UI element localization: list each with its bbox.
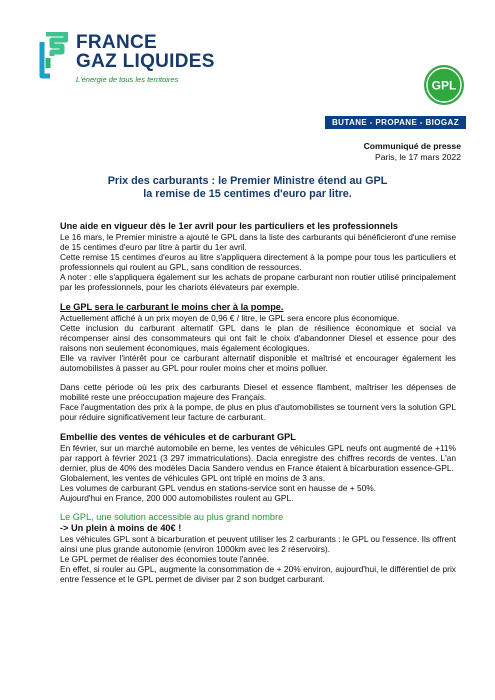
section-4-paragraph: Aujourd'hui en France, 200 000 automobilistes roulent au GPL. [60,492,294,503]
section-1-paragraph: Le 16 mars, le Premier ministre a ajouté le GPL dans la liste des carburants qui bénéficieront d'une remise de 15 centimes d'euro par litre à partir du 1er avril. [60,232,456,253]
butane-propane-biogaz-banner: BUTANE - PROPANE - BIOGAZ [325,116,466,129]
section-3-paragraph: Dans cette période où les prix des carburants Diesel et essence flambent, maîtriser les dépenses de mobilité reste une préoccupation majeure des Français. [60,382,456,403]
title-line-2: la remise de 15 centimes d'euro par litre. [143,188,352,200]
section-5-heading: Le GPL, une solution accessible au plus grand nombre [60,512,284,523]
france-gaz-liquides-logo-icon [38,32,68,80]
section-2-paragraph: Cette inclusion du carburant alternatif GPL dans le plan de résilience économique et social va récompenser ainsi des consommateurs qui ont fait le choix d'abandonner Diesel et essence pour des raisons non seulement économiques, mais également écologiques. [60,322,456,353]
press-date: Paris, le 17 mars 2022 [375,152,461,162]
logo-tagline: L'énergie de tous les territoires [76,75,179,84]
section-4-paragraph: En février, sur un marché automobile en berne, les ventes de véhicules GPL neufs ont augmenté de +11% par rapport à février 2021 (3 297 immatriculations). Dacia enregistre des chiffres records de ventes. L'an dernier, plus de 40% des modèles Dacia Sandero vendus en France étaient à bicarburation essence-GPL. [60,442,456,473]
logo-line-1: FRANCE [76,32,157,53]
logo-line-2: GAZ LIQUIDES [76,51,215,72]
section-3-paragraph: Face l'augmentation des prix à la pompe, de plus en plus d'automobilistes se tournent vers la solution GPL pour réduire significativement leur facture de carburant. [60,402,456,423]
section-2-paragraph: Elle va raviver l'intérêt pour ce carburant alternatif disponible et maîtrisé et encourager également les automobilistes à passer au GPL pour rouler moins cher et moins polluer. [60,352,456,374]
section-1-heading: Une aide en vigueur dès le 1er avril pour les particuliers et les professionnels [60,221,399,231]
section-2-heading: Le GPL sera le carburant le moins cher à la pompe. [60,301,284,312]
section-1-paragraph: Cette remise 15 centimes d'euros au litre s'appliquera directement à la pompe pour tous les particuliers et professionnels qui roulent au GPL, sans condition de ressources. [60,252,456,273]
gpl-badge-label: GPL [431,78,457,93]
section-2-paragraph: Actuellement affiché à un prix moyen de 0,96 € / litre, le GPL sera encore plus économique. [60,312,400,323]
section-5-paragraph: En effet, si rouler au GPL, augmente la consommation de + 20% environ, aujourd'hui, le différentiel de prix entre l'essence et le GPL permet de diviser par 2 son budget carburant. [60,564,456,585]
press-title: Communiqué de presse [363,141,461,151]
section-4-paragraph: Les volumes de carburant GPL vendus en stations-service sont en hausse de + 50%. [60,482,377,493]
title-line-1: Prix des carburants : le Premier Ministre étend au GPL [107,175,388,187]
section-5-paragraph: Les véhicules GPL sont à bicarburation et peuvent utiliser les 2 carburants : le GPL ou l'essence. Ils offrent ainsi une plus grande autonomie (environ 1000km avec les 2 réservoirs). [60,534,456,555]
logo-wordmark [76,33,215,84]
press-header [364,141,461,163]
section-4-heading: Embellie des ventes de véhicules et de carburant GPL [60,431,296,442]
document-body [60,221,456,585]
section-1-paragraph: A noter : elle s'appliquera également sur les achats de propane carburant non routier utilisé principalement par les professionnels, pour les chariots élévateurs par exemple. [60,272,456,293]
document-title [40,175,455,201]
section-4-paragraph: Globalement, les ventes de véhicules GPL ont triplé en moins de 3 ans. [60,472,326,483]
gpl-badge-icon [423,64,465,106]
section-5-paragraph: Le GPL permet de réaliser des économies toute l'année. [60,554,269,565]
section-5-subheading: -> Un plein à moins de 40€ ! [60,523,182,534]
